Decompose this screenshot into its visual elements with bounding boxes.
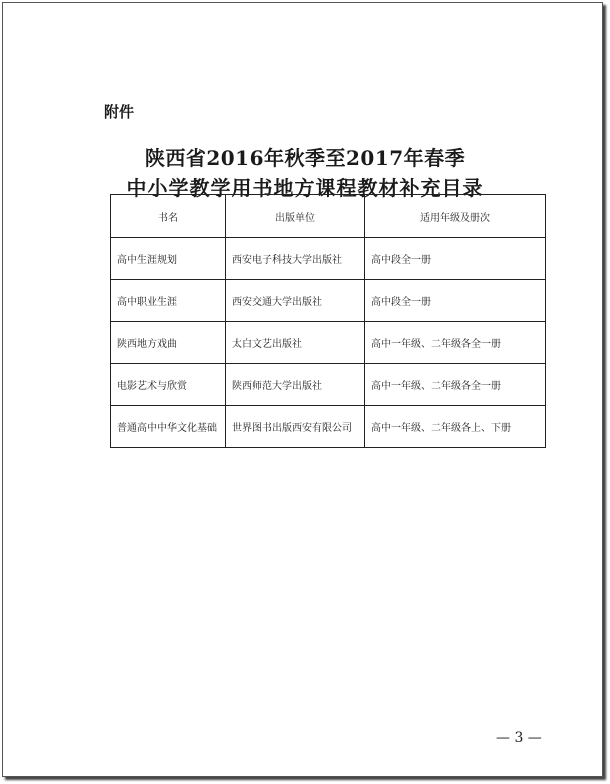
header-book-title: 书名 bbox=[111, 195, 226, 238]
table-row bbox=[111, 406, 546, 448]
cell-book-title: 陕西地方戏曲 bbox=[111, 322, 226, 364]
page-number: — 3 — bbox=[496, 730, 542, 746]
table-row bbox=[111, 238, 546, 280]
header-grade-volume: 适用年级及册次 bbox=[365, 195, 546, 238]
cell-publisher: 世界图书出版西安有限公司 bbox=[226, 406, 365, 448]
table-row bbox=[111, 280, 546, 322]
table-header-row bbox=[111, 195, 546, 238]
catalog-table bbox=[110, 194, 546, 448]
cell-grade-volume: 高中一年级、二年级各全一册 bbox=[365, 364, 546, 406]
document-title-line1: 陕西省2016年秋季至2017年春季 bbox=[144, 146, 466, 170]
cell-publisher: 太白文艺出版社 bbox=[226, 322, 365, 364]
cell-publisher: 陕西师范大学出版社 bbox=[226, 364, 365, 406]
cell-grade-volume: 高中一年级、二年级各上、下册 bbox=[365, 406, 546, 448]
table-row bbox=[111, 364, 546, 406]
header-publisher: 出版单位 bbox=[226, 195, 365, 238]
cell-grade-volume: 高中段全一册 bbox=[365, 238, 546, 280]
cell-book-title: 高中生涯规划 bbox=[111, 238, 226, 280]
cell-book-title: 普通高中中华文化基础 bbox=[111, 406, 226, 448]
cell-book-title: 高中职业生涯 bbox=[111, 280, 226, 322]
document-title-line2: 中小学教学用书地方课程教材补充目录 bbox=[126, 176, 484, 200]
attachment-label: 附件 bbox=[104, 103, 135, 121]
cell-grade-volume: 高中一年级、二年级各全一册 bbox=[365, 322, 546, 364]
cell-publisher: 西安交通大学出版社 bbox=[226, 280, 365, 322]
cell-publisher: 西安电子科技大学出版社 bbox=[226, 238, 365, 280]
cell-grade-volume: 高中段全一册 bbox=[365, 280, 546, 322]
table-row bbox=[111, 322, 546, 364]
cell-book-title: 电影艺术与欣赏 bbox=[111, 364, 226, 406]
